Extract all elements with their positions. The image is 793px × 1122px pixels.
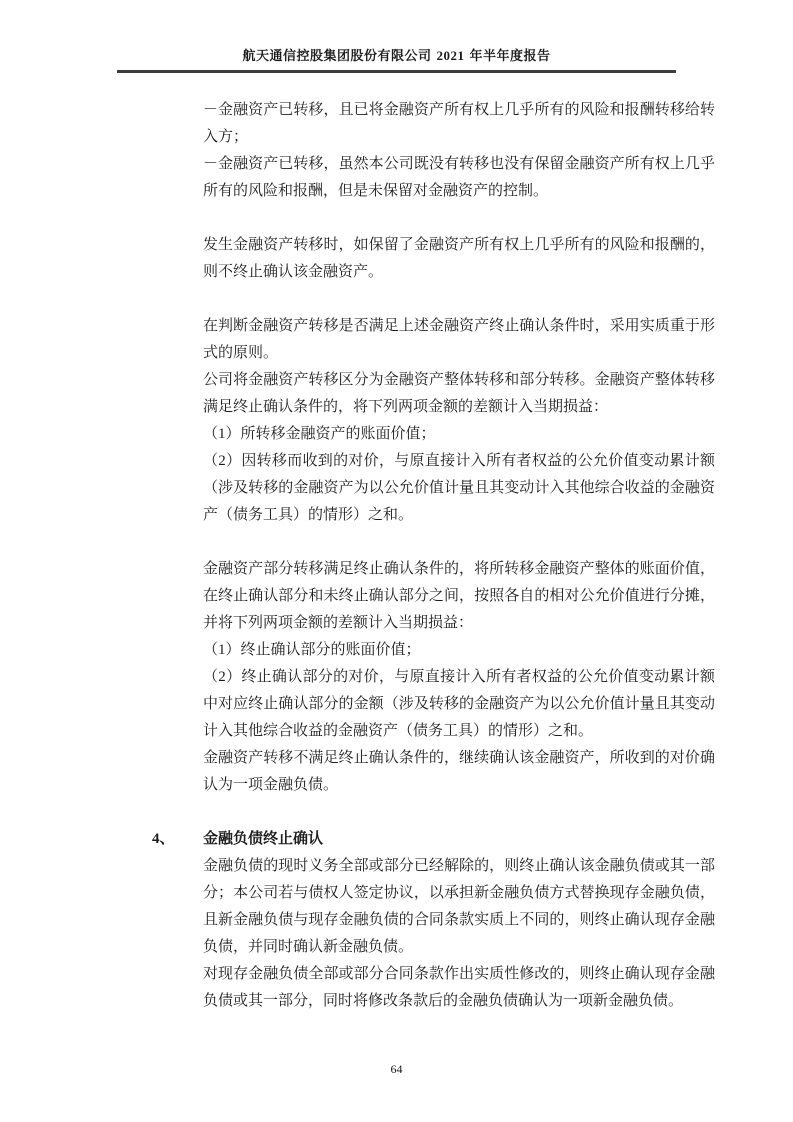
- paragraph: －金融资产已转移，且已将金融资产所有权上几乎所有的风险和报酬转移给转入方；: [203, 102, 715, 145]
- paragraph-list: [203, 97, 715, 799]
- page-header: [0, 45, 793, 64]
- paragraph: 发生金融资产转移时，如保留了金融资产所有权上几乎所有的风险和报酬的，则不终止确认该金融资产。: [203, 237, 715, 280]
- page-number: 64: [390, 1062, 403, 1076]
- paragraph: 在判断金融资产转移是否满足上述金融资产终止确认条件时，采用实质重于形式的原则。: [203, 318, 715, 361]
- paragraph: 对现存金融负债全部或部分合同条款作出实质性修改的，则终止确认现存金融负债或其一部分，同时将修改条款后的金融负债确认为一项新金融负债。: [203, 966, 715, 1009]
- section-heading: [152, 826, 715, 853]
- paragraph: 金融资产转移不满足终止确认条件的，继续确认该金融资产，所收到的对价确认为一项金融负债。: [203, 750, 715, 793]
- section-4: [152, 826, 715, 1015]
- section-paragraph-list: [203, 853, 715, 1015]
- paragraph: －金融资产已转移，虽然本公司既没有转移也没有保留金融资产所有权上几乎所有的风险和报酬，但是未保留对金融资产的控制。: [203, 156, 715, 199]
- header-report-type: 年半年度报告: [469, 48, 551, 63]
- section-title: 金融负债终止确认: [203, 831, 324, 847]
- header-year: 2021: [436, 48, 465, 63]
- paragraph: （1）终止确认部分的账面价值；: [203, 642, 421, 658]
- paragraph: （1）所转移金融资产的账面价值；: [203, 426, 436, 442]
- section-number: 4、: [152, 831, 175, 847]
- paragraph: （2）因转移而收到的对价，与原直接计入所有者权益的公允价值变动累计额（涉及转移的金融资产为以公允价值计量且其变动计入其他综合收益的金融资产（债务工具）的情形）之和。: [203, 453, 715, 523]
- document-body: [152, 97, 715, 1015]
- page-footer: [0, 1062, 793, 1077]
- paragraph: 金融资产部分转移满足终止确认条件的，将所转移金融资产整体的账面价值，在终止确认部分和未终止确认部分之间，按照各自的相对公允价值进行分摊，并将下列两项金额的差额计入当期损益：: [203, 561, 715, 631]
- paragraph: 公司将金融资产转移区分为金融资产整体转移和部分转移。金融资产整体转移满足终止确认条件的，将下列两项金额的差额计入当期损益：: [203, 372, 715, 415]
- header-company-name: 航天通信控股集团股份有限公司: [242, 48, 432, 63]
- paragraph: （2）终止确认部分的对价，与原直接计入所有者权益的公允价值变动累计额中对应终止确认部分的金额（涉及转移的金融资产为以公允价值计量且其变动计入其他综合收益的金融资产（债务工具）的情形）之和。: [203, 669, 715, 739]
- header-rule: [117, 70, 676, 73]
- paragraph: 金融负债的现时义务全部或部分已经解除的，则终止确认该金融负债或其一部分；本公司若与债权人签定协议，以承担新金融负债方式替换现存金融负债，且新金融负债与现存金融负债的合同条款实质上不同的，则终止确认现存金融负债，并同时确认新金融负债。: [203, 858, 715, 955]
